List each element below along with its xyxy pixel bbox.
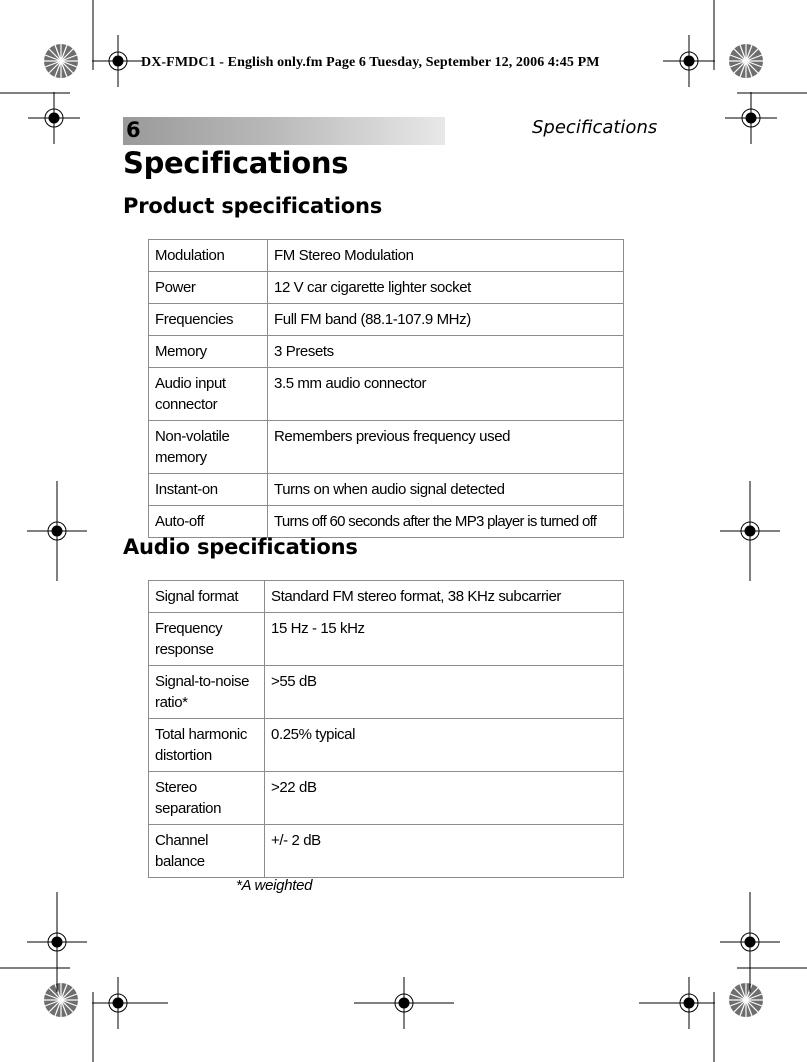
table-row [149,719,624,772]
spec-label: Instant-on [149,474,268,506]
spec-label: Auto-off [149,506,268,538]
registration-crosshair-icon [725,92,777,144]
spec-value: Remembers previous frequency used [268,421,624,474]
starburst-icon [44,44,78,78]
registration-crosshair-icon [639,977,715,1029]
page-title: Specifications [123,146,349,180]
footnote: *A weighted [236,877,313,894]
spec-value: +/- 2 dB [265,825,624,878]
spec-label: Modulation [149,240,268,272]
table-row [149,581,624,613]
table-row [149,825,624,878]
table-row [149,240,624,272]
spec-value: Full FM band (88.1-107.9 MHz) [268,304,624,336]
registration-crosshair-icon [27,892,87,992]
registration-crosshair-icon [28,92,80,144]
spec-value: 3.5 mm audio connector [268,368,624,421]
registration-crosshair-icon [354,977,454,1029]
table-row [149,506,624,538]
spec-label: Total harmonic distortion [149,719,265,772]
file-info-header: DX-FMDC1 - English only.fm Page 6 Tuesday, September 12, 2006 4:45 PM [141,55,600,70]
spec-value: 12 V car cigarette lighter socket [268,272,624,304]
table-row [149,421,624,474]
starburst-icon [729,44,763,78]
spec-label: Stereo separation [149,772,265,825]
table-row [149,304,624,336]
starburst-icon [729,983,763,1017]
spec-label: Audio input connector [149,368,268,421]
registration-crosshair-icon [663,35,715,87]
product-specs-heading: Product specifications [123,194,383,218]
spec-label: Channel balance [149,825,265,878]
spec-label: Non-volatile memory [149,421,268,474]
spec-label: Frequency response [149,613,265,666]
registration-crosshair-icon [92,977,168,1029]
spec-value: 15 Hz - 15 kHz [265,613,624,666]
spec-label: Signal format [149,581,265,613]
registration-crosshair-icon [27,481,87,581]
table-row [149,368,624,421]
spec-value: FM Stereo Modulation [268,240,624,272]
registration-crosshair-icon [720,892,780,992]
starburst-icon [44,983,78,1017]
spec-label: Frequencies [149,304,268,336]
table-row [149,474,624,506]
registration-crosshair-icon [92,35,144,87]
spec-value: Turns off 60 seconds after the MP3 player is turned off [268,506,624,538]
table-row [149,666,624,719]
page-tab-bar [123,117,445,145]
product-specs-table [148,239,624,538]
spec-value: 3 Presets [268,336,624,368]
spec-value: 0.25% typical [265,719,624,772]
audio-specs-table [148,580,624,878]
spec-value: >22 dB [265,772,624,825]
spec-label: Power [149,272,268,304]
table-row [149,613,624,666]
audio-specs-heading: Audio specifications [123,535,358,559]
registration-crosshair-icon [720,481,780,581]
spec-value: Turns on when audio signal detected [268,474,624,506]
running-head: Specifications [532,117,658,138]
table-row [149,772,624,825]
table-row [149,336,624,368]
page-number: 6 [126,118,141,142]
spec-value: Standard FM stereo format, 38 KHz subcarrier [265,581,624,613]
table-row [149,272,624,304]
spec-value: >55 dB [265,666,624,719]
spec-label: Signal-to-noise ratio* [149,666,265,719]
spec-label: Memory [149,336,268,368]
